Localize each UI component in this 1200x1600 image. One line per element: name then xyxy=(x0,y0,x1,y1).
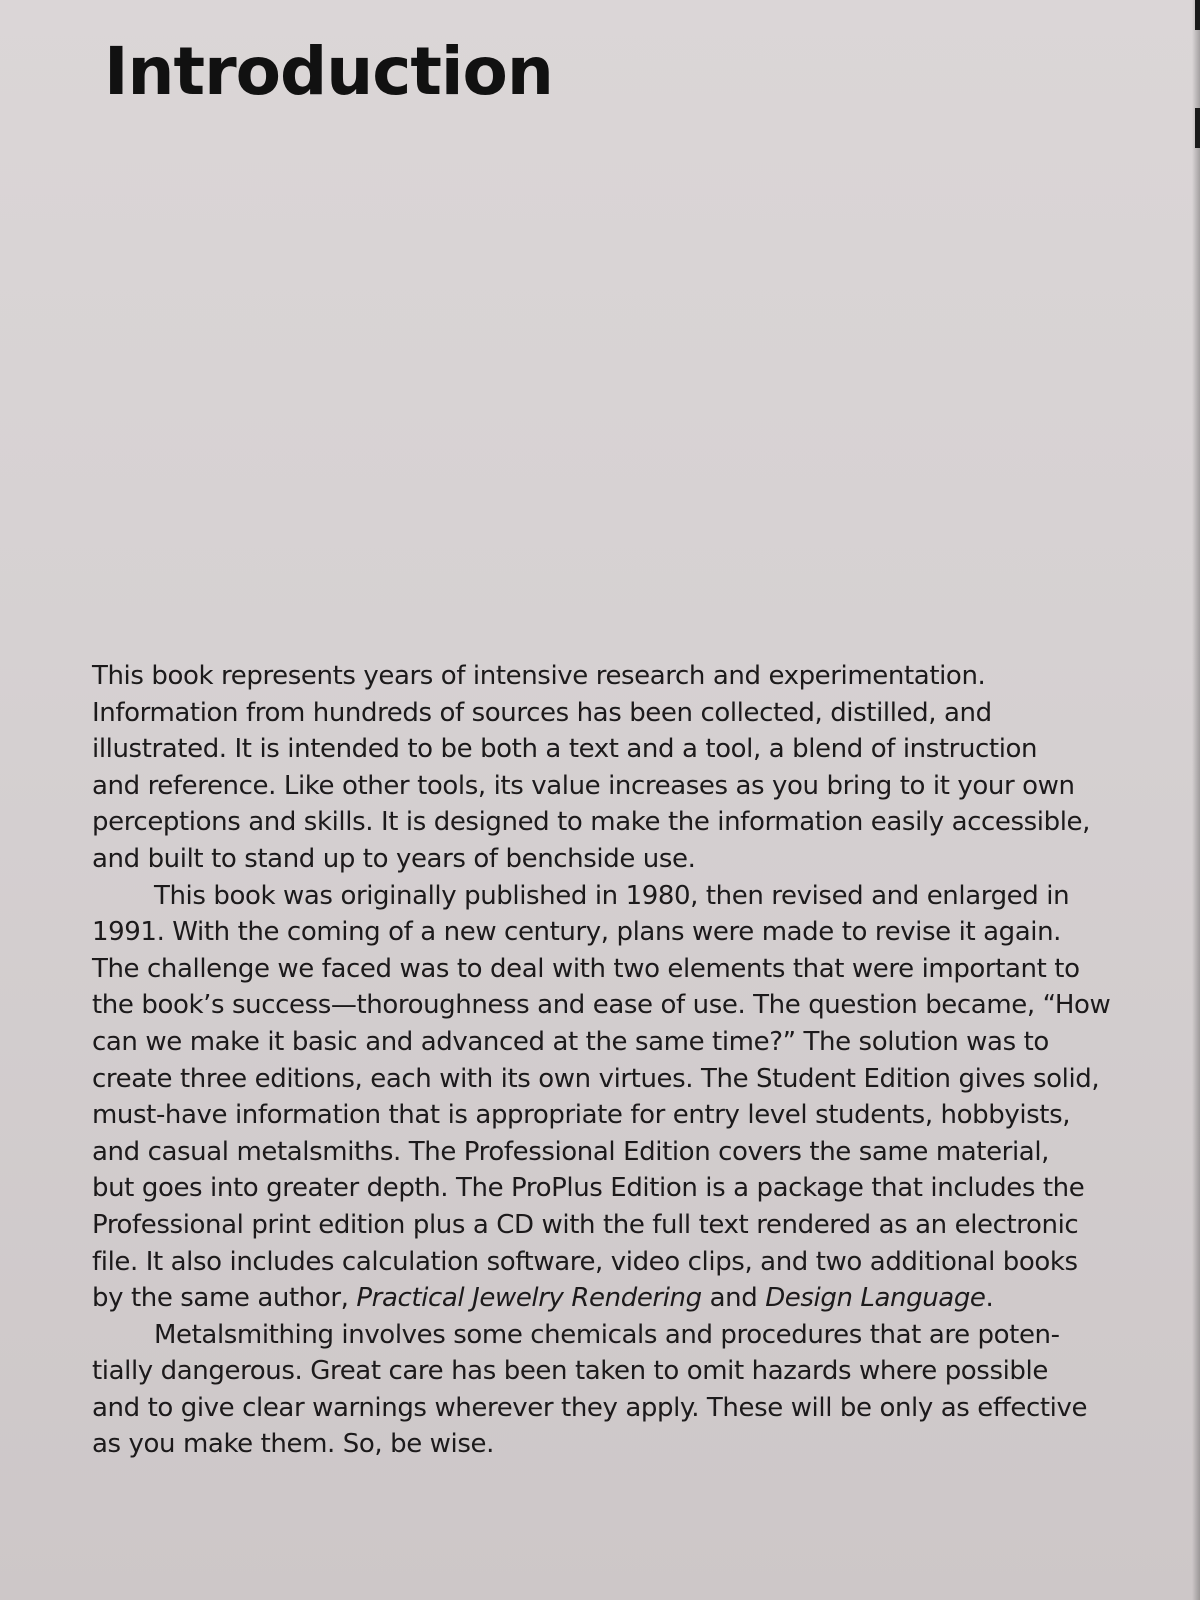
page-edge-mark xyxy=(1195,0,1200,30)
paragraph-3 xyxy=(92,1317,1132,1463)
text-line: This book represents years of intensive research and experimentation. xyxy=(92,661,986,691)
body-text xyxy=(92,658,1132,1463)
text-fragment: by the same author, xyxy=(92,1283,357,1314)
text-line: the book’s success—thoroughness and ease of use. The question became, “How xyxy=(92,990,1111,1021)
book-title-2: Design Language xyxy=(765,1283,986,1314)
text-line: create three editions, each with its own virtues. The Student Edition gives solid, xyxy=(92,1063,1100,1094)
text-line: The challenge we faced was to deal with two elements that were important to xyxy=(92,953,1080,984)
text-line: and casual metalsmiths. The Professional Edition covers the same material, xyxy=(92,1136,1050,1167)
text-line: Information from hundreds of sources has been collected, distilled, and xyxy=(92,697,992,728)
page-edge-mark xyxy=(1195,108,1200,148)
text-line: as you make them. So, be wise. xyxy=(92,1429,494,1460)
book-title-1: Practical Jewelry Rendering xyxy=(356,1283,702,1314)
text-fragment: and xyxy=(701,1283,766,1314)
text-line: Metalsmithing involves some chemicals and procedures that are poten- xyxy=(154,1319,1060,1350)
text-line: Professional print edition plus a CD with the full text rendered as an electronic xyxy=(92,1209,1079,1240)
text-line: and to give clear warnings wherever they apply. These will be only as effective xyxy=(92,1392,1088,1423)
text-line: and reference. Like other tools, its value increases as you bring to it your own xyxy=(92,770,1075,801)
text-line: and built to stand up to years of benchside use. xyxy=(92,843,696,874)
paragraph-2 xyxy=(92,878,1132,1317)
text-line xyxy=(92,1280,1132,1317)
text-line: can we make it basic and advanced at the same time?” The solution was to xyxy=(92,1026,1049,1057)
text-fragment: . xyxy=(985,1283,994,1314)
text-line: illustrated. It is intended to be both a text and a tool, a blend of instruction xyxy=(92,734,1038,765)
page-edge-shadow xyxy=(1192,0,1200,1600)
text-line: 1991. With the coming of a new century, plans were made to revise it again. xyxy=(92,917,1062,948)
text-line: perceptions and skills. It is designed to make the information easily accessible, xyxy=(92,807,1091,838)
page-title: Introduction xyxy=(104,33,553,110)
text-line: must-have information that is appropriate for entry level students, hobbyists, xyxy=(92,1100,1071,1131)
text-line: file. It also includes calculation software, video clips, and two additional books xyxy=(92,1246,1078,1277)
text-line: This book was originally published in 1980, then revised and enlarged in xyxy=(154,880,1070,911)
text-line: but goes into greater depth. The ProPlus Edition is a package that includes the xyxy=(92,1173,1085,1204)
text-line: tially dangerous. Great care has been taken to omit hazards where possible xyxy=(92,1356,1048,1387)
paragraph-1 xyxy=(92,658,1132,878)
